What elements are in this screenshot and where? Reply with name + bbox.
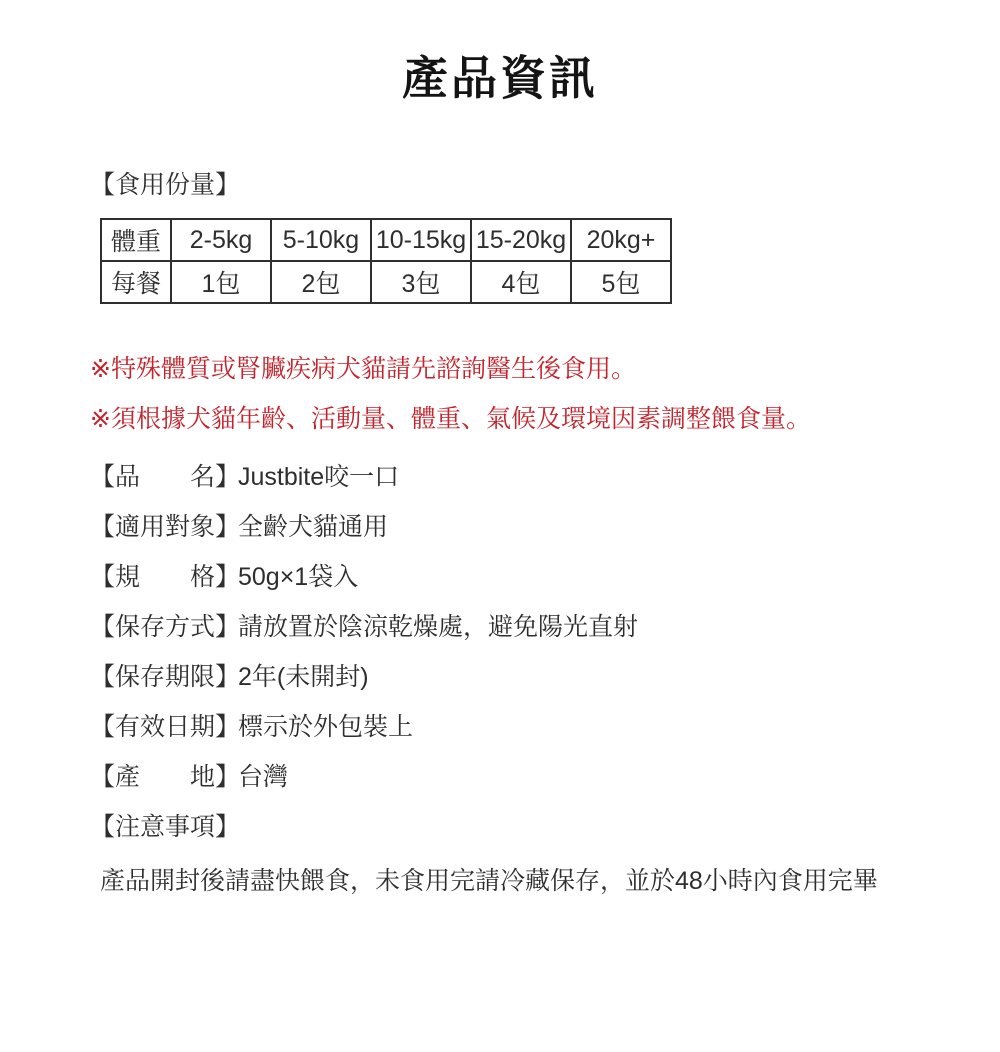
storage-method-row [90,614,1000,640]
table-row-weight [101,219,671,261]
weight-cell: 15-20kg [471,219,571,261]
info-row-value: 請放置於陰涼乾燥處，避免陽光直射 [238,613,639,641]
info-row-label: 【適用對象】 [90,513,241,541]
notice-body: 產品開封後請盡快餵食，未食用完請冷藏保存，並於48小時內食用完畢 [100,867,878,895]
feeding-adjustment-note: ※須根據犬貓年齡、活動量、體重、氣候及環境因素調整餵食量。 [90,405,811,433]
meal-cell: 1包 [171,261,271,303]
info-list [0,464,1000,840]
table-row-meal [101,261,671,303]
info-row-label: 【產 地】 [90,763,241,791]
weight-cell: 20kg+ [571,219,671,261]
serving-size-table [100,218,672,304]
page-title: 產品資訊 [402,52,598,104]
notice-header-row [90,814,1000,840]
weight-row-header: 體重 [101,219,171,261]
info-row-label: 【保存方式】 [90,613,241,641]
kidney-warning-note: ※特殊體質或腎臟疾病犬貓請先諮詢醫生後食用。 [90,355,636,383]
section-label-serving-size: 【食用份量】 [90,171,241,199]
shelf-life-row [90,664,1000,690]
expiry-date-row [90,714,1000,740]
meal-cell: 2包 [271,261,371,303]
target-animals-row [90,514,1000,540]
meal-row-header: 每餐 [101,261,171,303]
info-row-value: 50g×1袋入 [238,563,359,591]
info-row-label: 【注意事項】 [90,813,241,841]
info-row-label: 【有效日期】 [90,713,241,741]
info-row-value: Justbite咬一口 [238,463,400,491]
info-row-value: 台灣 [238,763,289,791]
info-row-label: 【規 格】 [90,563,241,591]
info-row-value: 2年(未開封) [238,663,369,691]
origin-row [90,764,1000,790]
spec-row [90,564,1000,590]
meal-cell: 3包 [371,261,471,303]
weight-cell: 10-15kg [371,219,471,261]
info-row-label: 【品 名】 [90,463,241,491]
product-name-row [90,464,1000,490]
weight-cell: 5-10kg [271,219,371,261]
info-row-label: 【保存期限】 [90,663,241,691]
meal-cell: 5包 [571,261,671,303]
meal-cell: 4包 [471,261,571,303]
info-row-value: 全齡犬貓通用 [238,513,389,541]
weight-cell: 2-5kg [171,219,271,261]
info-row-value: 標示於外包裝上 [238,713,414,741]
